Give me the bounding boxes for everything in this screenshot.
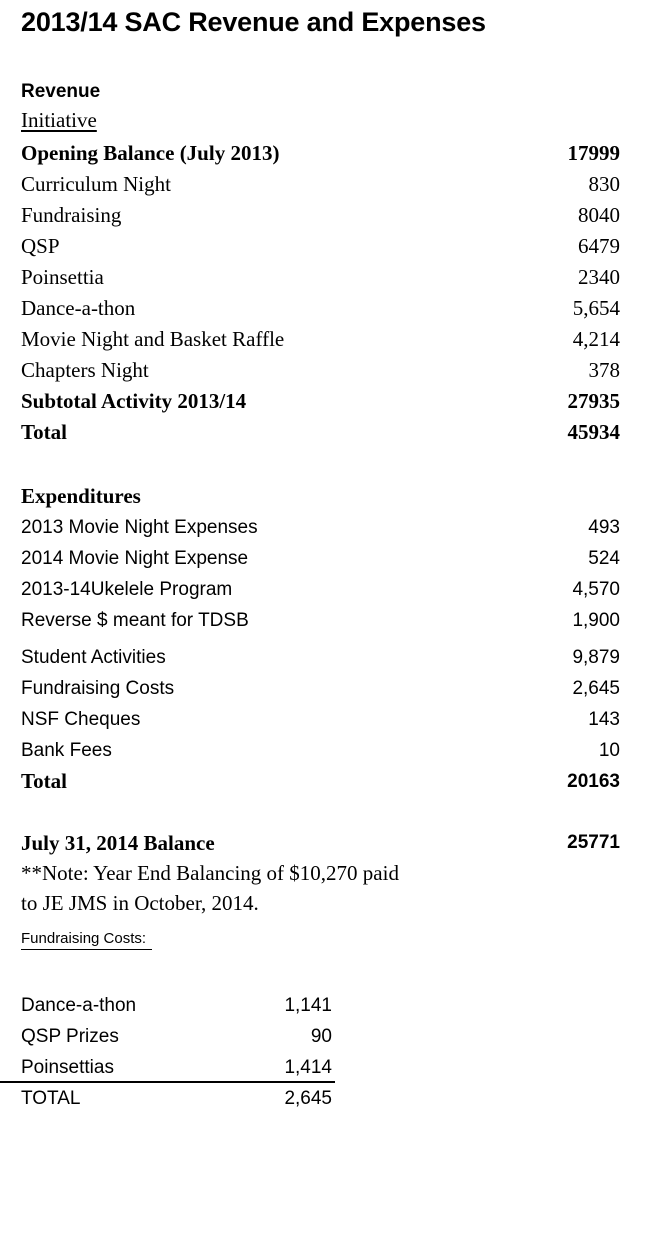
row-label: QSP Prizes xyxy=(21,1026,119,1047)
balance-note-line-2: to JE JMS in October, 2014. xyxy=(21,891,259,915)
table-row xyxy=(21,200,620,231)
row-label: Total xyxy=(21,769,67,793)
row-label: TOTAL xyxy=(21,1088,81,1109)
row-amount: 4,214 xyxy=(572,327,620,351)
row-amount: 27935 xyxy=(567,389,620,413)
balance-note-line-1: **Note: Year End Balancing of $10,270 paid xyxy=(21,861,399,885)
row-label: Student Activities xyxy=(21,647,166,668)
row-amount: 1,900 xyxy=(572,610,620,631)
row-label: Dance-a-thon xyxy=(21,995,137,1016)
row-amount: 1,141 xyxy=(284,995,332,1016)
row-label: Total xyxy=(21,420,67,444)
row-label: QSP xyxy=(21,234,60,258)
list-item-total xyxy=(21,1083,332,1114)
table-row-total xyxy=(21,766,620,797)
table-row xyxy=(21,138,620,169)
row-amount: 45934 xyxy=(567,420,620,444)
row-label: Dance-a-thon xyxy=(21,296,136,320)
row-amount: 17999 xyxy=(567,141,620,165)
closing-balance-row xyxy=(21,828,620,858)
row-amount: 143 xyxy=(588,709,620,730)
row-amount: 830 xyxy=(588,172,620,196)
table-row xyxy=(21,355,620,386)
row-amount: 2,645 xyxy=(572,678,620,699)
row-label: Subtotal Activity 2013/14 xyxy=(21,389,247,413)
table-row xyxy=(21,735,620,766)
list-item xyxy=(21,1052,332,1083)
revenue-table xyxy=(21,138,620,448)
revenue-heading: Revenue xyxy=(21,81,101,102)
row-label: Chapters Night xyxy=(21,358,149,382)
row-amount: 8040 xyxy=(578,203,620,227)
table-row xyxy=(21,605,620,636)
table-row xyxy=(21,324,620,355)
row-label: Poinsettias xyxy=(21,1057,114,1078)
row-label: Movie Night and Basket Raffle xyxy=(21,327,285,351)
list-item xyxy=(21,1021,332,1052)
row-amount: 493 xyxy=(588,517,620,538)
row-amount: 1,414 xyxy=(284,1057,332,1078)
row-amount: 4,570 xyxy=(572,579,620,600)
table-row xyxy=(21,543,620,574)
table-row xyxy=(21,293,620,324)
table-row xyxy=(21,673,620,704)
expenditures-table xyxy=(21,512,620,797)
closing-balance-amount: 25771 xyxy=(567,832,620,853)
row-amount: 524 xyxy=(588,548,620,569)
row-label: Curriculum Night xyxy=(21,172,171,196)
row-label: Bank Fees xyxy=(21,740,112,761)
row-label: Reverse $ meant for TDSB xyxy=(21,610,249,631)
row-amount: 5,654 xyxy=(572,296,620,320)
row-label: 2013 Movie Night Expenses xyxy=(21,517,258,538)
row-label: Opening Balance (July 2013) xyxy=(21,141,280,165)
table-row-subtotal xyxy=(21,386,620,417)
row-amount: 2340 xyxy=(578,265,620,289)
table-row-total xyxy=(21,417,620,448)
row-label: 2013-14Ukelele Program xyxy=(21,579,233,600)
table-row xyxy=(21,231,620,262)
table-row xyxy=(21,512,620,543)
table-row xyxy=(21,169,620,200)
expenditures-heading: Expenditures xyxy=(21,484,141,508)
list-item xyxy=(21,990,332,1021)
closing-balance-label: July 31, 2014 Balance xyxy=(21,831,215,855)
row-label: Fundraising xyxy=(21,203,122,227)
row-amount: 10 xyxy=(598,740,620,761)
table-row xyxy=(21,262,620,293)
fundraising-costs-total xyxy=(21,1083,332,1114)
table-row xyxy=(21,574,620,605)
table-row xyxy=(21,642,620,673)
fundraising-costs-heading: Fundraising Costs: xyxy=(21,929,152,950)
revenue-column-header: Initiative xyxy=(21,108,97,132)
row-label: Fundraising Costs xyxy=(21,678,175,699)
row-amount: 6479 xyxy=(578,234,620,258)
row-amount: 20163 xyxy=(567,771,620,792)
row-amount: 2,645 xyxy=(284,1088,332,1109)
page-title: 2013/14 SAC Revenue and Expenses xyxy=(21,7,486,37)
fundraising-costs-table xyxy=(21,990,332,1083)
row-label: Poinsettia xyxy=(21,265,104,289)
table-row xyxy=(21,704,620,735)
row-amount: 90 xyxy=(310,1026,332,1047)
row-amount: 9,879 xyxy=(572,647,620,668)
row-label: NSF Cheques xyxy=(21,709,141,730)
row-amount: 378 xyxy=(588,358,620,382)
balance-note xyxy=(21,858,491,918)
row-label: 2014 Movie Night Expense xyxy=(21,548,249,569)
